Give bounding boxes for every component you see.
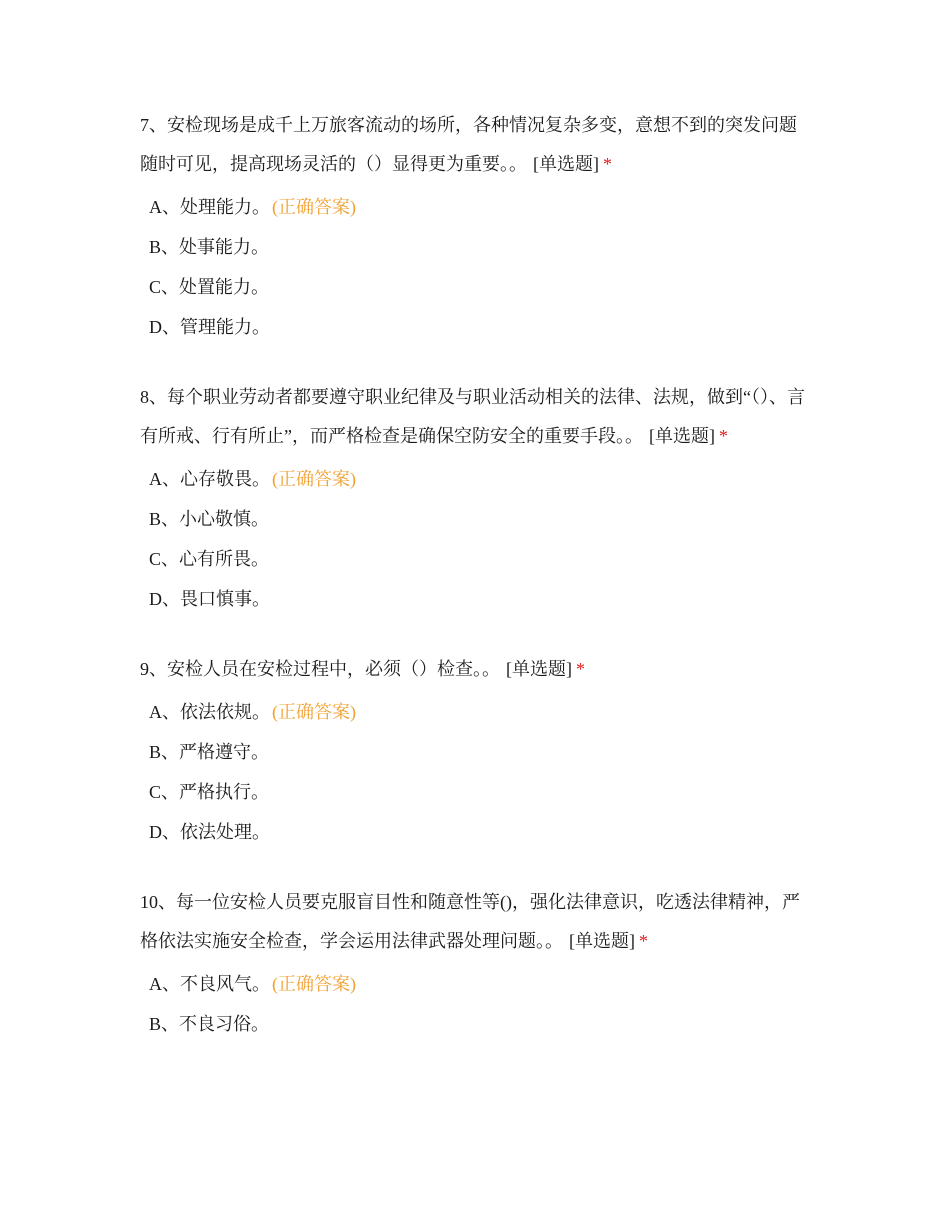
option-label: A、处理能力。 [149,197,270,217]
question-type: [单选题] [649,426,715,446]
option-label: B、不良习俗。 [149,1014,270,1034]
required-mark: * [603,154,612,174]
option-a [140,964,810,1004]
option-d [140,812,810,852]
option-b [140,227,810,267]
option-label: A、心存敬畏。 [149,469,270,489]
question-text [140,106,810,184]
option-label: D、依法处理。 [149,822,270,842]
option-label: B、严格遵守。 [149,742,270,762]
question-stem: 10、每一位安检人员要克服盲目性和随意性等()，强化法律意识，吃透法律精神，严格依法实施安全检查，学会运用法律武器处理问题。。 [140,892,800,951]
option-c [140,772,810,812]
question-text [140,883,810,961]
option-a [140,692,810,732]
required-mark: * [639,931,648,951]
question-text [140,378,810,456]
question-list [140,106,810,1075]
option-b [140,1004,810,1044]
question-item [140,650,810,852]
option-c [140,267,810,307]
correct-answer-tag: (正确答案) [272,702,356,722]
correct-answer-tag: (正确答案) [272,469,356,489]
option-b [140,499,810,539]
question-type: [单选题] [506,659,572,679]
option-a [140,187,810,227]
question-item [140,883,810,1044]
option-d [140,579,810,619]
option-d [140,307,810,347]
question-text [140,650,810,689]
question-stem: 9、安检人员在安检过程中，必须（）检查。。 [140,659,500,679]
required-mark: * [576,659,585,679]
option-label: C、严格执行。 [149,782,270,802]
option-label: A、不良风气。 [149,974,270,994]
question-stem: 7、安检现场是成千上万旅客流动的场所，各种情况复杂多变，意想不到的突发问题随时可见，提高现场灵活的（）显得更为重要。。 [140,115,797,174]
option-label: D、管理能力。 [149,317,270,337]
question-item [140,106,810,347]
question-stem: 8、每个职业劳动者都要遵守职业纪律及与职业活动相关的法律、法规，做到“（）、言有所戒、行有所止”，而严格检查是确保空防安全的重要手段。。 [140,387,805,446]
option-label: D、畏口慎事。 [149,589,270,609]
option-label: C、处置能力。 [149,277,270,297]
question-item [140,378,810,619]
correct-answer-tag: (正确答案) [272,974,356,994]
option-label: B、处事能力。 [149,237,270,257]
option-label: C、心有所畏。 [149,549,270,569]
question-type: [单选题] [533,154,599,174]
option-label: A、依法依规。 [149,702,270,722]
option-b [140,732,810,772]
question-type: [单选题] [569,931,635,951]
correct-answer-tag: (正确答案) [272,197,356,217]
option-c [140,539,810,579]
required-mark: * [719,426,728,446]
option-a [140,459,810,499]
option-label: B、小心敬慎。 [149,509,270,529]
